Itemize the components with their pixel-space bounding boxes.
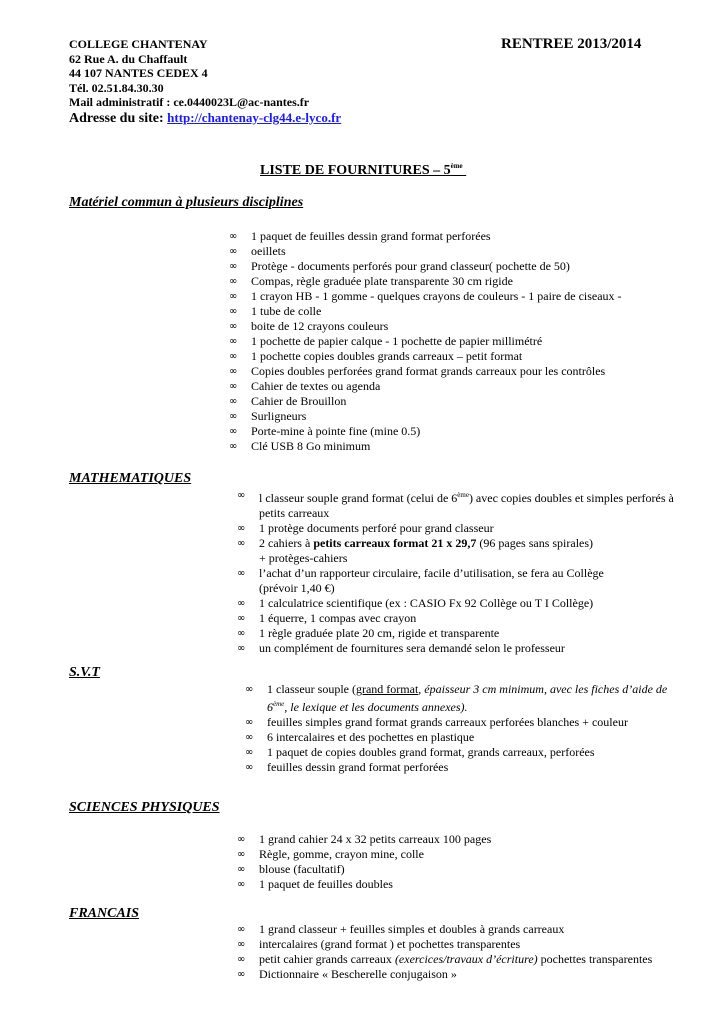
site-label: Adresse du site: — [69, 111, 168, 126]
school-city: 44 107 NANTES CEDEX 4 — [69, 66, 208, 80]
list-item: ∞ feuilles simples grand format grands carreaux perforées blanches + couleur — [245, 715, 628, 729]
list-item: ∞ 1 pochette copies doubles grands carreaux – petit format — [229, 349, 523, 363]
infinity-bullet-icon: ∞ — [229, 396, 238, 407]
infinity-bullet-icon: ∞ — [237, 954, 246, 965]
infinity-bullet-icon: ∞ — [229, 246, 238, 257]
list-item: ∞ 1 équerre, 1 compas avec crayon — [237, 611, 417, 625]
list-item: ∞ Compas, règle graduée plate transparente 30 cm rigide — [229, 274, 513, 288]
infinity-bullet-icon: ∞ — [237, 490, 246, 501]
list-item: ∞ 2 cahiers à petits carreaux format 21 x 29,7 (96 pages sans spirales) + protèges-cahiers — [237, 536, 594, 565]
infinity-bullet-icon: ∞ — [245, 732, 254, 743]
list-item: ∞ 1 paquet de feuilles dessin grand format perforées — [229, 229, 491, 243]
infinity-bullet-icon: ∞ — [229, 441, 238, 452]
list-item: ∞ 1 règle graduée plate 20 cm, rigide et transparente — [237, 626, 500, 640]
list-item: ∞ Clé USB 8 Go minimum — [229, 439, 371, 453]
list-item: ∞ l classeur souple grand format (celui de 6ème) avec copies doubles et simples perforés à petits carreaux — [237, 490, 674, 520]
list-item: ∞ 1 calculatrice scientifique (ex : CASIO Fx 92 Collège ou T I Collège) — [237, 596, 594, 610]
school-name: COLLEGE CHANTENAY — [69, 37, 208, 51]
list-item: ∞ un complément de fournitures sera demandé selon le professeur — [237, 641, 565, 655]
list-item: ∞ 1 grand classeur + feuilles simples et doubles à grands carreaux — [237, 922, 565, 936]
infinity-bullet-icon: ∞ — [237, 939, 246, 950]
infinity-bullet-icon: ∞ — [237, 849, 246, 860]
infinity-bullet-icon: ∞ — [237, 568, 246, 579]
infinity-bullet-icon: ∞ — [229, 291, 238, 302]
list-physique — [237, 832, 687, 892]
list-item: ∞ Protège - documents perforés pour grand classeur( pochette de 50) — [229, 259, 570, 273]
list-item: ∞ petit cahier grands carreaux (exercices/travaux d’écriture) pochettes transparentes — [237, 952, 653, 966]
infinity-bullet-icon: ∞ — [237, 613, 246, 624]
list-item: ∞ intercalaires (grand format ) et pochettes transparentes — [237, 937, 521, 951]
list-item: ∞ 1 paquet de copies doubles grand format, grands carreaux, perforées — [245, 745, 595, 759]
list-item: ∞ l’achat d’un rapporteur circulaire, facile d’utilisation, se fera au Collège (prévoir 1,40 €) — [237, 566, 604, 595]
list-item: ∞ 6 intercalaires et des pochettes en plastique — [245, 730, 475, 744]
section-heading-svt: S.V.T — [69, 665, 100, 680]
infinity-bullet-icon: ∞ — [229, 336, 238, 347]
list-item: ∞ Surligneurs — [229, 409, 307, 423]
section-heading-francais: FRANCAIS — [69, 906, 140, 921]
infinity-bullet-icon: ∞ — [237, 628, 246, 639]
school-phone: Tél. 02.51.84.30.30 — [69, 80, 164, 95]
list-item: ∞ Cahier de textes ou agenda — [229, 379, 381, 393]
list-item: ∞ 1 crayon HB - 1 gomme - quelques crayons de couleurs - 1 paire de ciseaux - — [229, 289, 622, 303]
list-item: ∞ boite de 12 crayons couleurs — [229, 319, 389, 333]
list-item: ∞ oeillets — [229, 244, 286, 258]
infinity-bullet-icon: ∞ — [237, 598, 246, 609]
infinity-bullet-icon: ∞ — [237, 523, 246, 534]
list-commun — [229, 229, 699, 454]
infinity-bullet-icon: ∞ — [245, 747, 254, 758]
infinity-bullet-icon: ∞ — [229, 321, 238, 332]
infinity-bullet-icon: ∞ — [237, 864, 246, 875]
infinity-bullet-icon: ∞ — [229, 411, 238, 422]
infinity-bullet-icon: ∞ — [237, 834, 246, 845]
school-year: RENTREE 2013/2014 — [501, 36, 642, 52]
title-sup: ème — [450, 162, 463, 170]
infinity-bullet-icon: ∞ — [229, 306, 238, 317]
school-email: Mail administratif : ce.0440023L@ac-nantes.fr — [69, 95, 310, 109]
list-item: ∞ blouse (facultatif) — [237, 862, 345, 876]
list-item: ∞ 1 grand cahier 24 x 32 petits carreaux 100 pages — [237, 832, 492, 846]
school-street: 62 Rue A. du Chaffault — [69, 51, 188, 66]
infinity-bullet-icon: ∞ — [229, 231, 238, 242]
infinity-bullet-icon: ∞ — [245, 684, 254, 695]
infinity-bullet-icon: ∞ — [237, 879, 246, 890]
infinity-bullet-icon: ∞ — [229, 366, 238, 377]
list-item: ∞ 1 paquet de feuilles doubles — [237, 877, 393, 891]
infinity-bullet-icon: ∞ — [229, 261, 238, 272]
infinity-bullet-icon: ∞ — [245, 762, 254, 773]
site-address — [69, 110, 341, 127]
infinity-bullet-icon: ∞ — [237, 924, 246, 935]
list-item: ∞ 1 pochette de papier calque - 1 pochette de papier millimétré — [229, 334, 543, 348]
infinity-bullet-icon: ∞ — [237, 538, 246, 549]
section-heading-physique: SCIENCES PHYSIQUES — [69, 800, 220, 815]
list-francais — [237, 922, 697, 982]
list-item: ∞ Porte-mine à pointe fine (mine 0.5) — [229, 424, 421, 438]
section-heading-maths: MATHEMATIQUES — [69, 471, 192, 486]
section-heading-commun: Matériel commun à plusieurs disciplines — [69, 195, 304, 210]
list-item: ∞ 1 classeur souple (grand format, épaisseur 3 cm minimum, avec les fiches d’aide de 6ème, le lexique et les documents annexes). — [245, 682, 668, 714]
site-link[interactable]: http://chantenay-clg44.e-lyco.fr — [167, 110, 342, 125]
infinity-bullet-icon: ∞ — [229, 351, 238, 362]
list-item: ∞ feuilles dessin grand format perforées — [245, 760, 449, 774]
infinity-bullet-icon: ∞ — [229, 381, 238, 392]
list-item: ∞ Dictionnaire « Bescherelle conjugaison » — [237, 967, 457, 981]
school-address — [69, 37, 309, 110]
infinity-bullet-icon: ∞ — [229, 276, 238, 287]
infinity-bullet-icon: ∞ — [245, 717, 254, 728]
page-title — [260, 162, 466, 179]
infinity-bullet-icon: ∞ — [237, 969, 246, 980]
list-item: ∞ 1 tube de colle — [229, 304, 322, 318]
title-text: LISTE DE FOURNITURES – 5 — [260, 163, 451, 178]
list-item: ∞ Cahier de Brouillon — [229, 394, 347, 408]
infinity-bullet-icon: ∞ — [229, 426, 238, 437]
infinity-bullet-icon: ∞ — [237, 643, 246, 654]
list-item: ∞ Règle, gomme, crayon mine, colle — [237, 847, 424, 861]
list-item: ∞ 1 protège documents perforé pour grand classeur — [237, 521, 494, 535]
list-item: ∞ Copies doubles perforées grand format grands carreaux pour les contrôles — [229, 364, 606, 378]
list-svt — [245, 682, 685, 775]
list-maths — [237, 488, 687, 656]
